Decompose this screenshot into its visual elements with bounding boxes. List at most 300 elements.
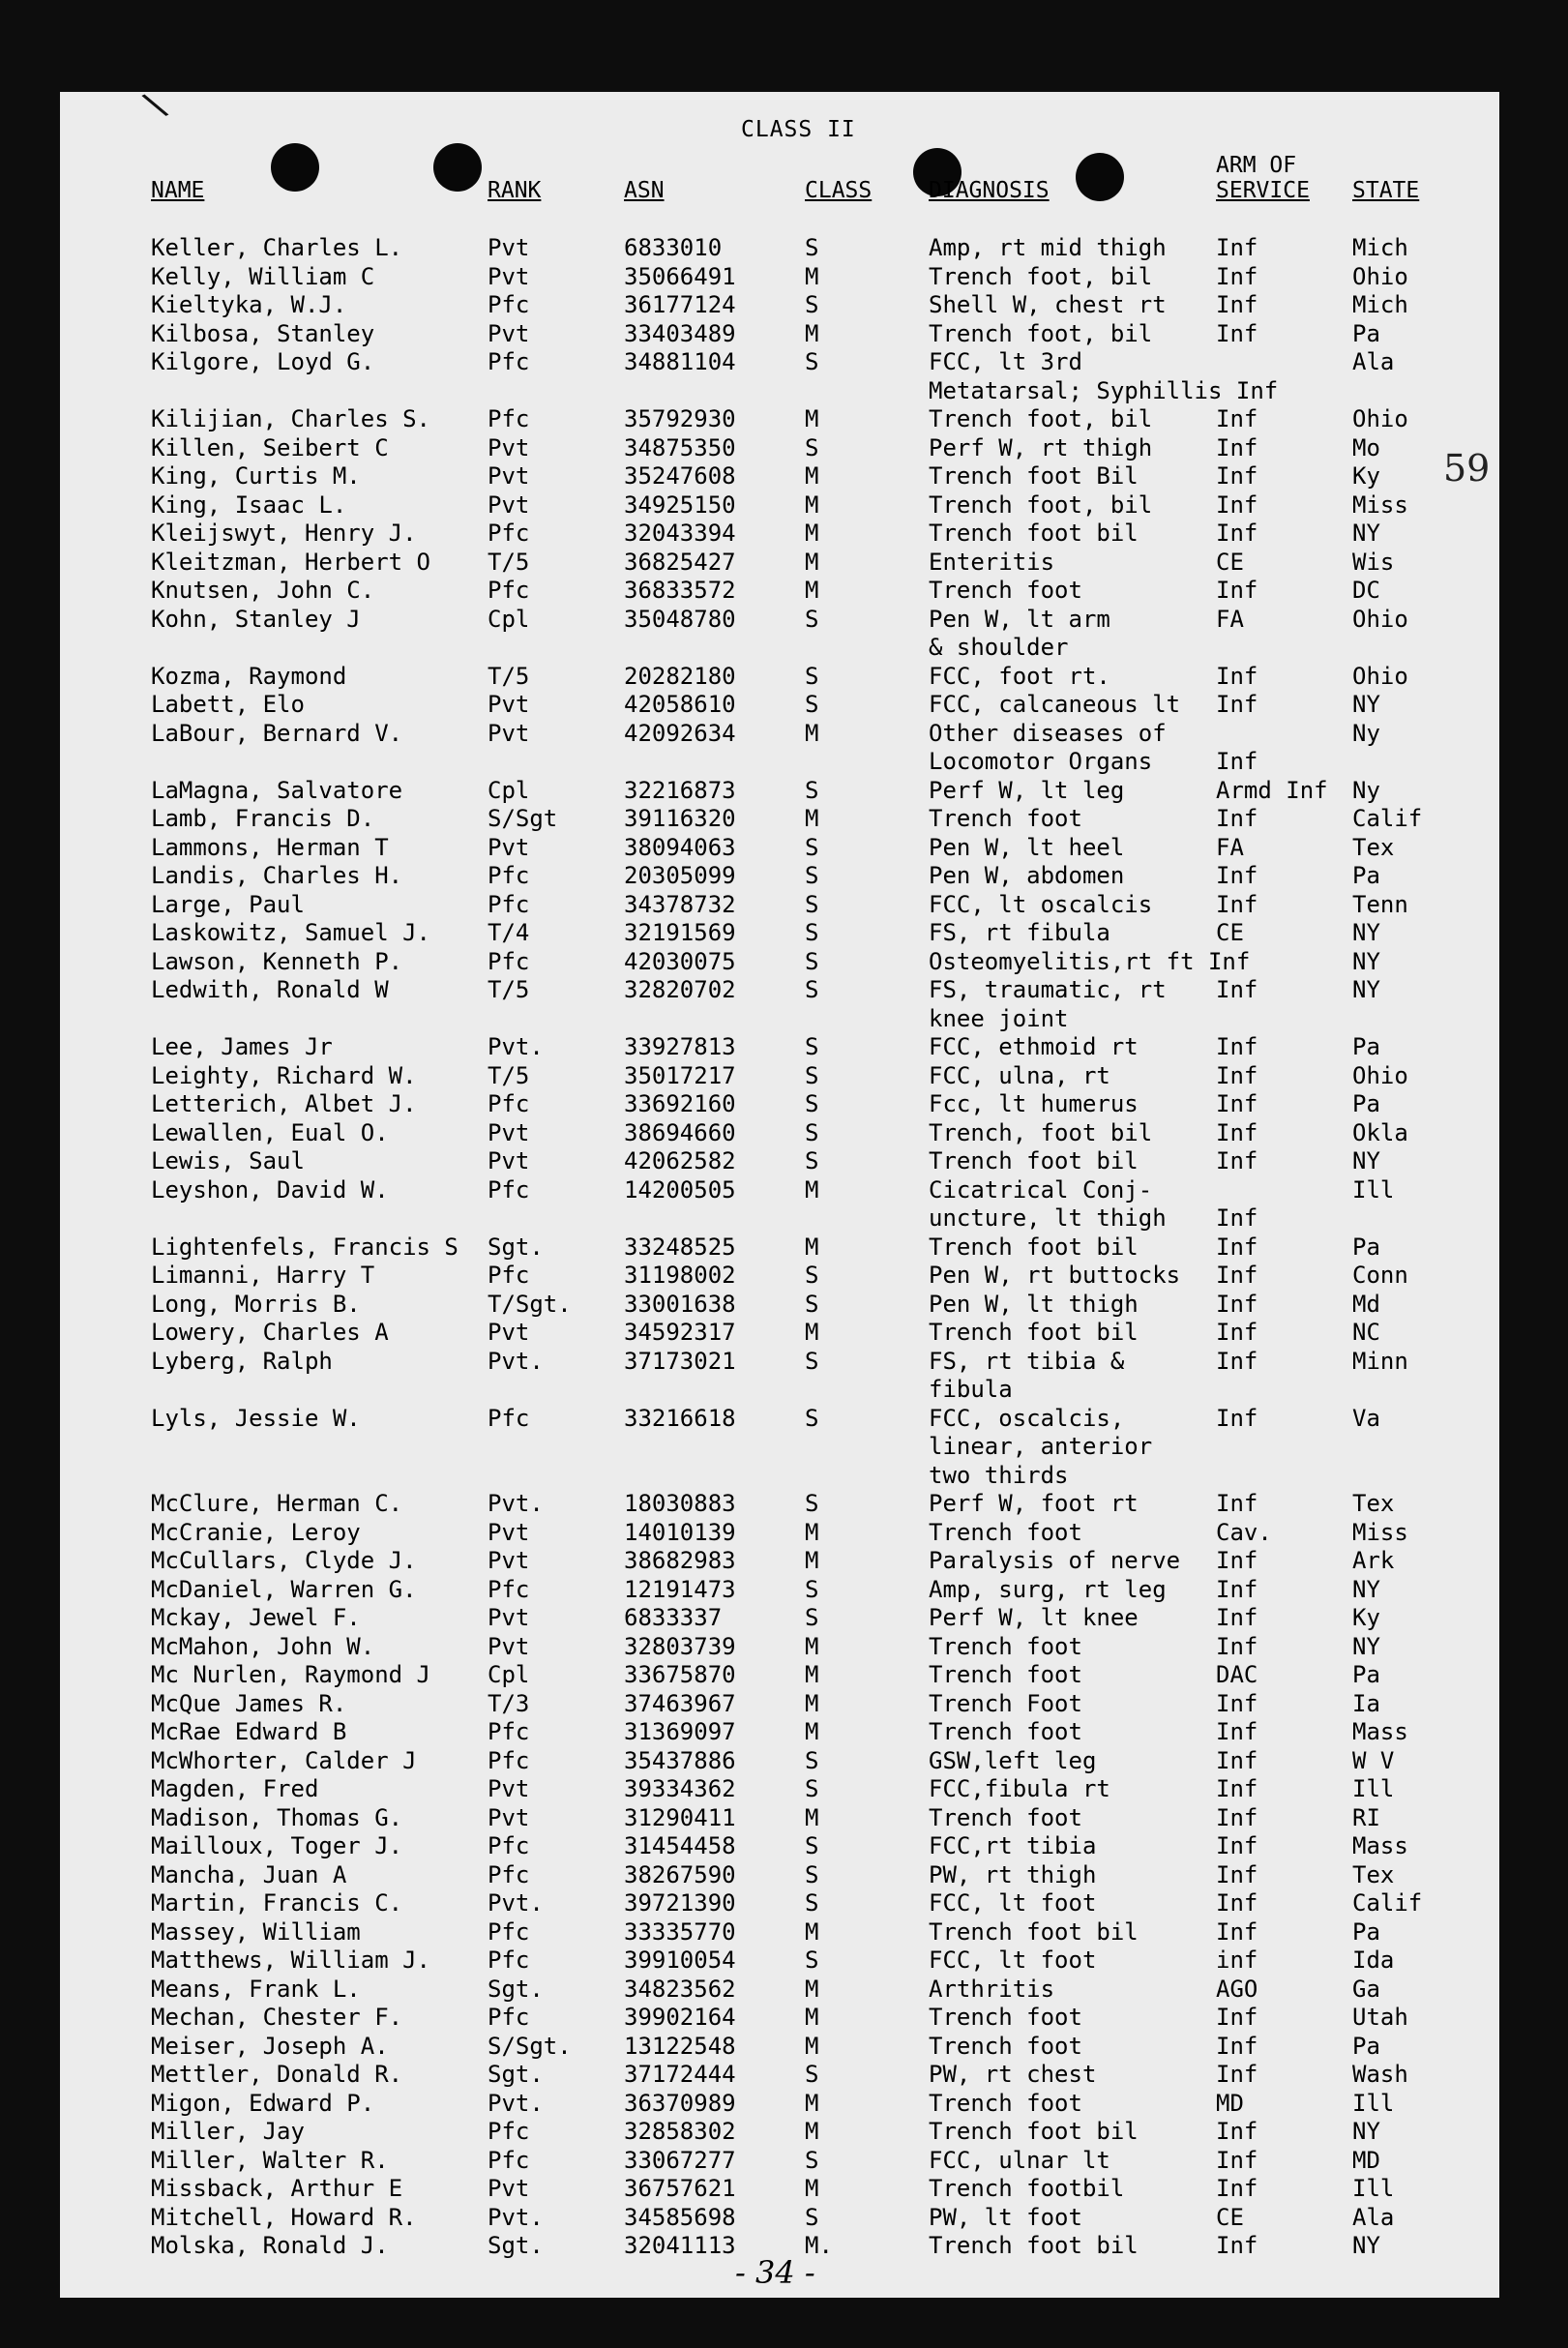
record-name: King, Isaac L. xyxy=(151,490,347,519)
side-page-number: 59 xyxy=(1443,447,1491,490)
record-diagnosis: Trench, foot bil xyxy=(929,1118,1153,1146)
table-row xyxy=(0,2004,1568,2033)
record-name: Miller, Walter R. xyxy=(151,2146,389,2174)
record-class: M xyxy=(805,1803,819,1831)
record-rank: T/3 xyxy=(488,1689,530,1717)
record-asn: 42062582 xyxy=(624,1147,736,1174)
table-row xyxy=(0,520,1568,549)
record-diagnosis: knee joint xyxy=(929,1004,1069,1032)
record-rank: Pvt xyxy=(488,262,530,290)
record-rank: Pfc xyxy=(488,1832,530,1859)
table-row xyxy=(0,491,1568,520)
record-asn: 33927813 xyxy=(624,1033,736,1060)
table-row xyxy=(0,976,1568,1005)
record-arm-of-service: Inf xyxy=(1216,1689,1258,1717)
record-asn: 32820702 xyxy=(624,976,736,1003)
record-name: Kleitzman, Herbert O xyxy=(151,548,430,576)
record-asn: 6833337 xyxy=(624,1604,723,1631)
record-state: NY xyxy=(1352,2232,1380,2259)
record-name: Leyshon, David W. xyxy=(151,1175,389,1204)
record-asn: 33248525 xyxy=(624,1233,736,1261)
record-arm-of-service: Inf xyxy=(1216,2232,1258,2259)
record-name: Mettler, Donald R. xyxy=(151,2061,403,2088)
table-row xyxy=(0,1804,1568,1833)
record-class: S xyxy=(805,1118,819,1146)
table-row xyxy=(0,1462,1568,1491)
record-arm-of-service: Inf xyxy=(1216,2146,1258,2174)
record-arm-of-service: Inf xyxy=(1216,691,1258,718)
punch-hole xyxy=(433,143,482,192)
record-rank: Pfc xyxy=(488,1575,530,1603)
record-asn: 36177124 xyxy=(624,291,736,318)
record-rank: T/5 xyxy=(488,976,530,1003)
table-row xyxy=(0,1889,1568,1918)
record-state: NY xyxy=(1352,1632,1380,1660)
record-diagnosis: Fcc, lt humerus xyxy=(929,1090,1139,1117)
record-state: NY xyxy=(1352,947,1380,975)
record-rank: Pvt xyxy=(488,462,530,490)
record-state: Ala xyxy=(1352,348,1395,375)
record-state: Pa xyxy=(1352,1033,1380,1060)
record-name: Lewis, Saul xyxy=(151,1147,305,1174)
table-row xyxy=(0,1348,1568,1377)
record-state: Ohio xyxy=(1352,1061,1408,1089)
record-name: Mckay, Jewel F. xyxy=(151,1604,361,1631)
table-row xyxy=(0,462,1568,491)
record-rank: Pvt xyxy=(488,319,530,347)
record-name: Lewallen, Eual O. xyxy=(151,1118,389,1146)
record-diagnosis: Trench foot xyxy=(929,2004,1082,2031)
record-state: Tex xyxy=(1352,1860,1395,1888)
record-asn: 39116320 xyxy=(624,805,736,832)
table-row xyxy=(0,1690,1568,1719)
record-rank: T/Sgt. xyxy=(488,1290,572,1318)
table-row xyxy=(0,805,1568,834)
record-class: M xyxy=(805,262,819,290)
table-row xyxy=(0,2118,1568,2147)
record-diagnosis: Pen W, rt buttocks xyxy=(929,1262,1181,1289)
record-arm-of-service: FA xyxy=(1216,833,1244,861)
record-diagnosis: FCC, lt foot xyxy=(929,1947,1097,1974)
record-name: Martin, Francis C. xyxy=(151,1889,403,1917)
record-rank: Pfc xyxy=(488,2118,530,2145)
record-arm-of-service: Armd Inf xyxy=(1216,776,1328,804)
record-rank: Pvt xyxy=(488,1147,530,1174)
record-arm-of-service: Inf xyxy=(1216,2175,1258,2202)
record-name: Mc Nurlen, Raymond J xyxy=(151,1661,430,1688)
record-diagnosis: Pen W, lt arm xyxy=(929,605,1110,633)
record-state: Pa xyxy=(1352,2032,1380,2060)
record-name: Kilgore, Loyd G. xyxy=(151,348,375,375)
record-name: Lyls, Jessie W. xyxy=(151,1404,361,1432)
record-state: Ia xyxy=(1352,1689,1380,1717)
table-row xyxy=(0,1119,1568,1148)
record-class: S xyxy=(805,833,819,861)
table-row xyxy=(0,1433,1568,1462)
record-rank: Cpl xyxy=(488,605,530,633)
record-arm-of-service: Inf xyxy=(1216,2032,1258,2060)
record-rank: T/5 xyxy=(488,1061,530,1089)
record-arm-of-service: Inf xyxy=(1216,433,1258,461)
header-asn: ASN xyxy=(624,178,665,203)
record-diagnosis: Perf W, lt knee xyxy=(929,1604,1139,1631)
record-class: S xyxy=(805,1490,819,1517)
record-diagnosis: Perf W, rt thigh xyxy=(929,433,1153,461)
header-name: NAME xyxy=(151,178,205,203)
record-rank: Pfc xyxy=(488,291,530,318)
record-class: S xyxy=(805,1290,819,1318)
record-diagnosis: FCC, foot rt. xyxy=(929,662,1110,690)
record-diagnosis: Trench foot bil xyxy=(929,1917,1139,1946)
record-name: Madison, Thomas G. xyxy=(151,1803,403,1831)
record-class: M xyxy=(805,805,819,832)
record-asn: 34585698 xyxy=(624,2203,736,2231)
record-state: Wis xyxy=(1352,548,1395,576)
record-state: NY xyxy=(1352,919,1380,946)
record-asn: 35437886 xyxy=(624,1746,736,1774)
table-row xyxy=(0,1204,1568,1233)
record-state: Mo xyxy=(1352,433,1380,461)
record-name: LaMagna, Salvatore xyxy=(151,776,403,804)
table-row xyxy=(0,1918,1568,1947)
record-name: Lammons, Herman T xyxy=(151,833,389,861)
record-name: Leighty, Richard W. xyxy=(151,1061,417,1089)
record-class: M xyxy=(805,319,819,347)
record-diagnosis: FCC, ethmoid rt xyxy=(929,1033,1139,1060)
record-asn: 36757621 xyxy=(624,2175,736,2202)
record-state: Miss xyxy=(1352,490,1408,519)
record-name: Lowery, Charles A xyxy=(151,1319,389,1346)
record-asn: 32191569 xyxy=(624,919,736,946)
record-class: S xyxy=(805,1746,819,1774)
table-row xyxy=(0,1832,1568,1861)
record-asn: 34925150 xyxy=(624,490,736,519)
record-name: Meiser, Joseph A. xyxy=(151,2032,389,2060)
record-arm-of-service: Inf xyxy=(1216,1575,1258,1603)
record-class: M xyxy=(805,1975,819,2003)
record-class: M xyxy=(805,462,819,490)
record-class: M xyxy=(805,1718,819,1745)
record-name: McCullars, Clyde J. xyxy=(151,1547,417,1574)
record-diagnosis: Trench foot Bil xyxy=(929,462,1139,490)
record-class: S xyxy=(805,1860,819,1888)
record-state: Ohio xyxy=(1352,262,1408,290)
record-diagnosis: Trench foot bil xyxy=(929,1319,1139,1346)
record-arm-of-service: CE xyxy=(1216,2203,1244,2231)
record-rank: Pvt xyxy=(488,1803,530,1831)
record-name: Killen, Seibert C xyxy=(151,433,389,461)
record-name: McQue James R. xyxy=(151,1689,347,1717)
table-row xyxy=(0,291,1568,320)
record-diagnosis: Pen W, lt thigh xyxy=(929,1290,1139,1318)
record-asn: 32216873 xyxy=(624,776,736,804)
record-asn: 33403489 xyxy=(624,319,736,347)
record-state: Pa xyxy=(1352,1661,1380,1688)
record-diagnosis: FCC, ulna, rt xyxy=(929,1061,1110,1089)
table-row xyxy=(0,2090,1568,2119)
record-class: S xyxy=(805,947,819,975)
record-rank: Pfc xyxy=(488,1917,530,1946)
record-state: Ill xyxy=(1352,2089,1395,2117)
record-name: Landis, Charles H. xyxy=(151,862,403,889)
record-asn: 34378732 xyxy=(624,890,736,918)
record-diagnosis: Amp, rt mid thigh xyxy=(929,234,1167,261)
page-title: CLASS II xyxy=(741,117,856,142)
record-diagnosis: FCC,rt tibia xyxy=(929,1832,1097,1859)
record-asn: 32858302 xyxy=(624,2118,736,2145)
record-class: S xyxy=(805,605,819,633)
record-arm-of-service: Inf xyxy=(1216,1547,1258,1574)
record-state: Mich xyxy=(1352,291,1408,318)
record-arm-of-service: DAC xyxy=(1216,1661,1258,1688)
record-arm-of-service: Inf xyxy=(1216,1290,1258,1318)
table-row xyxy=(0,1062,1568,1091)
record-rank: Pfc xyxy=(488,1175,530,1204)
record-rank: Pfc xyxy=(488,890,530,918)
record-name: McRae Edward B xyxy=(151,1718,347,1745)
record-asn: 38682983 xyxy=(624,1547,736,1574)
record-rank: Pfc xyxy=(488,405,530,432)
record-rank: Pvt. xyxy=(488,1033,544,1060)
records-table xyxy=(0,234,1568,2261)
record-name: Massey, William xyxy=(151,1917,361,1946)
record-asn: 34592317 xyxy=(624,1319,736,1346)
record-diagnosis: Pen W, abdomen xyxy=(929,862,1125,889)
record-class: S xyxy=(805,1347,819,1375)
record-arm-of-service: Inf xyxy=(1216,1632,1258,1660)
table-row xyxy=(0,862,1568,891)
record-diagnosis: Trench foot xyxy=(929,1518,1082,1546)
table-row xyxy=(0,1376,1568,1405)
record-arm-of-service: MD xyxy=(1216,2089,1244,2117)
record-state: DC xyxy=(1352,577,1380,604)
record-state: Calif xyxy=(1352,805,1423,832)
record-diagnosis: Trench foot xyxy=(929,1632,1082,1660)
record-class: S xyxy=(805,1061,819,1089)
record-arm-of-service: inf xyxy=(1216,1947,1258,1974)
record-asn: 31198002 xyxy=(624,1262,736,1289)
record-arm-of-service: Inf xyxy=(1216,1033,1258,1060)
record-class: S xyxy=(805,1947,819,1974)
record-asn: 35066491 xyxy=(624,262,736,290)
record-state: Utah xyxy=(1352,2004,1408,2031)
record-diagnosis: Trench foot xyxy=(929,1718,1082,1745)
record-arm-of-service: Inf xyxy=(1216,234,1258,261)
record-rank: Pfc xyxy=(488,1718,530,1745)
record-class: M xyxy=(805,1319,819,1346)
record-class: S xyxy=(805,1775,819,1802)
record-name: Lyberg, Ralph xyxy=(151,1347,333,1375)
table-row xyxy=(0,1633,1568,1662)
record-name: Ledwith, Ronald W xyxy=(151,976,389,1003)
record-diagnosis: FCC, calcaneous lt xyxy=(929,691,1181,718)
record-diagnosis: two thirds xyxy=(929,1461,1069,1489)
table-row xyxy=(0,348,1568,377)
record-diagnosis: Trench foot xyxy=(929,2089,1082,2117)
record-rank: Pvt. xyxy=(488,1490,544,1517)
record-rank: S/Sgt xyxy=(488,805,558,832)
record-asn: 12191473 xyxy=(624,1575,736,1603)
record-diagnosis: Trench foot bil xyxy=(929,1233,1139,1261)
record-state: Md xyxy=(1352,1290,1380,1318)
record-diagnosis: Trench foot, bil xyxy=(929,262,1153,290)
record-class: S xyxy=(805,919,819,946)
record-class: M xyxy=(805,2032,819,2060)
record-asn: 36825427 xyxy=(624,548,736,576)
table-row xyxy=(0,2175,1568,2204)
record-asn: 42092634 xyxy=(624,719,736,747)
record-diagnosis: fibula xyxy=(929,1376,1013,1403)
record-state: NY xyxy=(1352,691,1380,718)
record-diagnosis: Trench foot bil xyxy=(929,2232,1139,2259)
record-asn: 37172444 xyxy=(624,2061,736,2088)
record-name: McMahon, John W. xyxy=(151,1632,375,1660)
record-state: Ill xyxy=(1352,1775,1395,1802)
record-asn: 20305099 xyxy=(624,862,736,889)
record-state: NY xyxy=(1352,976,1380,1003)
record-name: Kozma, Raymond xyxy=(151,662,347,690)
record-asn: 36370989 xyxy=(624,2089,736,2117)
record-state: NY xyxy=(1352,1147,1380,1174)
record-name: Letterich, Albet J. xyxy=(151,1090,417,1117)
record-asn: 36833572 xyxy=(624,577,736,604)
record-asn: 32041113 xyxy=(624,2232,736,2259)
record-asn: 14200505 xyxy=(624,1175,736,1204)
record-class: S xyxy=(805,890,819,918)
record-diagnosis: Metatarsal; Syphillis Inf xyxy=(929,376,1279,404)
record-arm-of-service: Inf xyxy=(1216,262,1258,290)
record-arm-of-service: Inf xyxy=(1216,1118,1258,1146)
record-state: Pa xyxy=(1352,1233,1380,1261)
record-arm-of-service: Inf xyxy=(1216,1889,1258,1917)
record-diagnosis: FCC, oscalcis, xyxy=(929,1404,1125,1432)
table-row xyxy=(0,377,1568,406)
record-asn: 18030883 xyxy=(624,1490,736,1517)
record-diagnosis: Amp, surg, rt leg xyxy=(929,1575,1167,1603)
record-arm-of-service: Inf xyxy=(1216,1917,1258,1946)
record-class: M xyxy=(805,548,819,576)
table-row xyxy=(0,434,1568,463)
record-rank: Pvt xyxy=(488,234,530,261)
record-class: M xyxy=(805,2004,819,2031)
record-state: NC xyxy=(1352,1319,1380,1346)
record-arm-of-service: Inf xyxy=(1216,291,1258,318)
record-rank: T/5 xyxy=(488,662,530,690)
record-name: Kilbosa, Stanley xyxy=(151,319,375,347)
record-rank: Pvt xyxy=(488,719,530,747)
record-class: S xyxy=(805,1404,819,1432)
header-class: CLASS xyxy=(805,178,873,203)
record-asn: 33335770 xyxy=(624,1917,736,1946)
header-diagnosis: DIAGNOSIS xyxy=(929,178,1050,203)
record-diagnosis: FCC,fibula rt xyxy=(929,1775,1110,1802)
record-diagnosis: FCC, ulnar lt xyxy=(929,2146,1110,2174)
record-state: Tex xyxy=(1352,1490,1395,1517)
record-class: S xyxy=(805,976,819,1003)
header-arm-of-service xyxy=(1216,153,1310,203)
record-name: Mechan, Chester F. xyxy=(151,2004,403,2031)
record-arm-of-service: Inf xyxy=(1216,1718,1258,1745)
record-rank: Pfc xyxy=(488,1860,530,1888)
record-asn: 13122548 xyxy=(624,2032,736,2060)
record-rank: Pfc xyxy=(488,947,530,975)
record-name: Kohn, Stanley J xyxy=(151,605,361,633)
record-state: NY xyxy=(1352,520,1380,547)
record-name: Missback, Arthur E xyxy=(151,2175,403,2202)
record-diagnosis: Shell W, chest rt xyxy=(929,291,1167,318)
record-arm-of-service: Inf xyxy=(1216,1204,1258,1232)
record-asn: 38694660 xyxy=(624,1118,736,1146)
table-row xyxy=(0,549,1568,578)
record-arm-of-service: Inf xyxy=(1216,319,1258,347)
record-diagnosis: FCC, lt 3rd xyxy=(929,348,1082,375)
record-asn: 37173021 xyxy=(624,1347,736,1375)
record-asn: 32803739 xyxy=(624,1632,736,1660)
record-diagnosis: GSW,left leg xyxy=(929,1746,1097,1774)
record-class: S xyxy=(805,776,819,804)
record-class: S xyxy=(805,1147,819,1174)
record-name: Migon, Edward P. xyxy=(151,2089,375,2117)
record-arm-of-service: Inf xyxy=(1216,748,1258,775)
record-rank: Sgt. xyxy=(488,1233,544,1261)
record-rank: Pfc xyxy=(488,520,530,547)
record-asn: 39334362 xyxy=(624,1775,736,1802)
record-rank: Pfc xyxy=(488,2146,530,2174)
record-diagnosis: Trench foot, bil xyxy=(929,405,1153,432)
record-diagnosis: Arthritis xyxy=(929,1975,1055,2003)
table-row xyxy=(0,320,1568,349)
record-state: Mich xyxy=(1352,234,1408,261)
record-diagnosis: PW, rt chest xyxy=(929,2061,1097,2088)
record-name: Lee, James Jr xyxy=(151,1033,333,1060)
record-asn: 33692160 xyxy=(624,1090,736,1117)
record-asn: 42030075 xyxy=(624,947,736,975)
record-state: Ill xyxy=(1352,1175,1395,1204)
record-state: NY xyxy=(1352,2118,1380,2145)
record-class: M xyxy=(805,2175,819,2202)
record-diagnosis: Perf W, lt leg xyxy=(929,776,1125,804)
record-arm-of-service: Inf xyxy=(1216,890,1258,918)
table-row xyxy=(0,1291,1568,1320)
record-state: Mass xyxy=(1352,1718,1408,1745)
record-class: M xyxy=(805,719,819,747)
record-arm-of-service: AGO xyxy=(1216,1975,1258,2003)
record-name: Magden, Fred xyxy=(151,1775,319,1802)
record-diagnosis: linear, anterior xyxy=(929,1433,1153,1460)
table-row xyxy=(0,1319,1568,1348)
record-arm-of-service: Inf xyxy=(1216,2118,1258,2145)
record-diagnosis: Trench foot, bil xyxy=(929,319,1153,347)
record-name: Means, Frank L. xyxy=(151,1975,361,2003)
record-rank: Pfc xyxy=(488,348,530,375)
record-name: Miller, Jay xyxy=(151,2118,305,2145)
record-diagnosis: FS, rt fibula xyxy=(929,919,1110,946)
record-name: Lightenfels, Francis S xyxy=(151,1233,459,1261)
record-asn: 33675870 xyxy=(624,1661,736,1688)
record-diagnosis: Osteomyelitis,rt ft Inf xyxy=(929,947,1251,975)
record-class: S xyxy=(805,1033,819,1060)
record-arm-of-service: Inf xyxy=(1216,1803,1258,1831)
record-state: Ill xyxy=(1352,2175,1395,2202)
record-rank: Sgt. xyxy=(488,1975,544,2003)
record-diagnosis: Trench foot xyxy=(929,805,1082,832)
table-row xyxy=(0,748,1568,777)
table-row xyxy=(0,2033,1568,2062)
table-row xyxy=(0,1262,1568,1291)
record-rank: Pfc xyxy=(488,1262,530,1289)
record-class: M xyxy=(805,1917,819,1946)
record-name: Mancha, Juan A xyxy=(151,1860,347,1888)
